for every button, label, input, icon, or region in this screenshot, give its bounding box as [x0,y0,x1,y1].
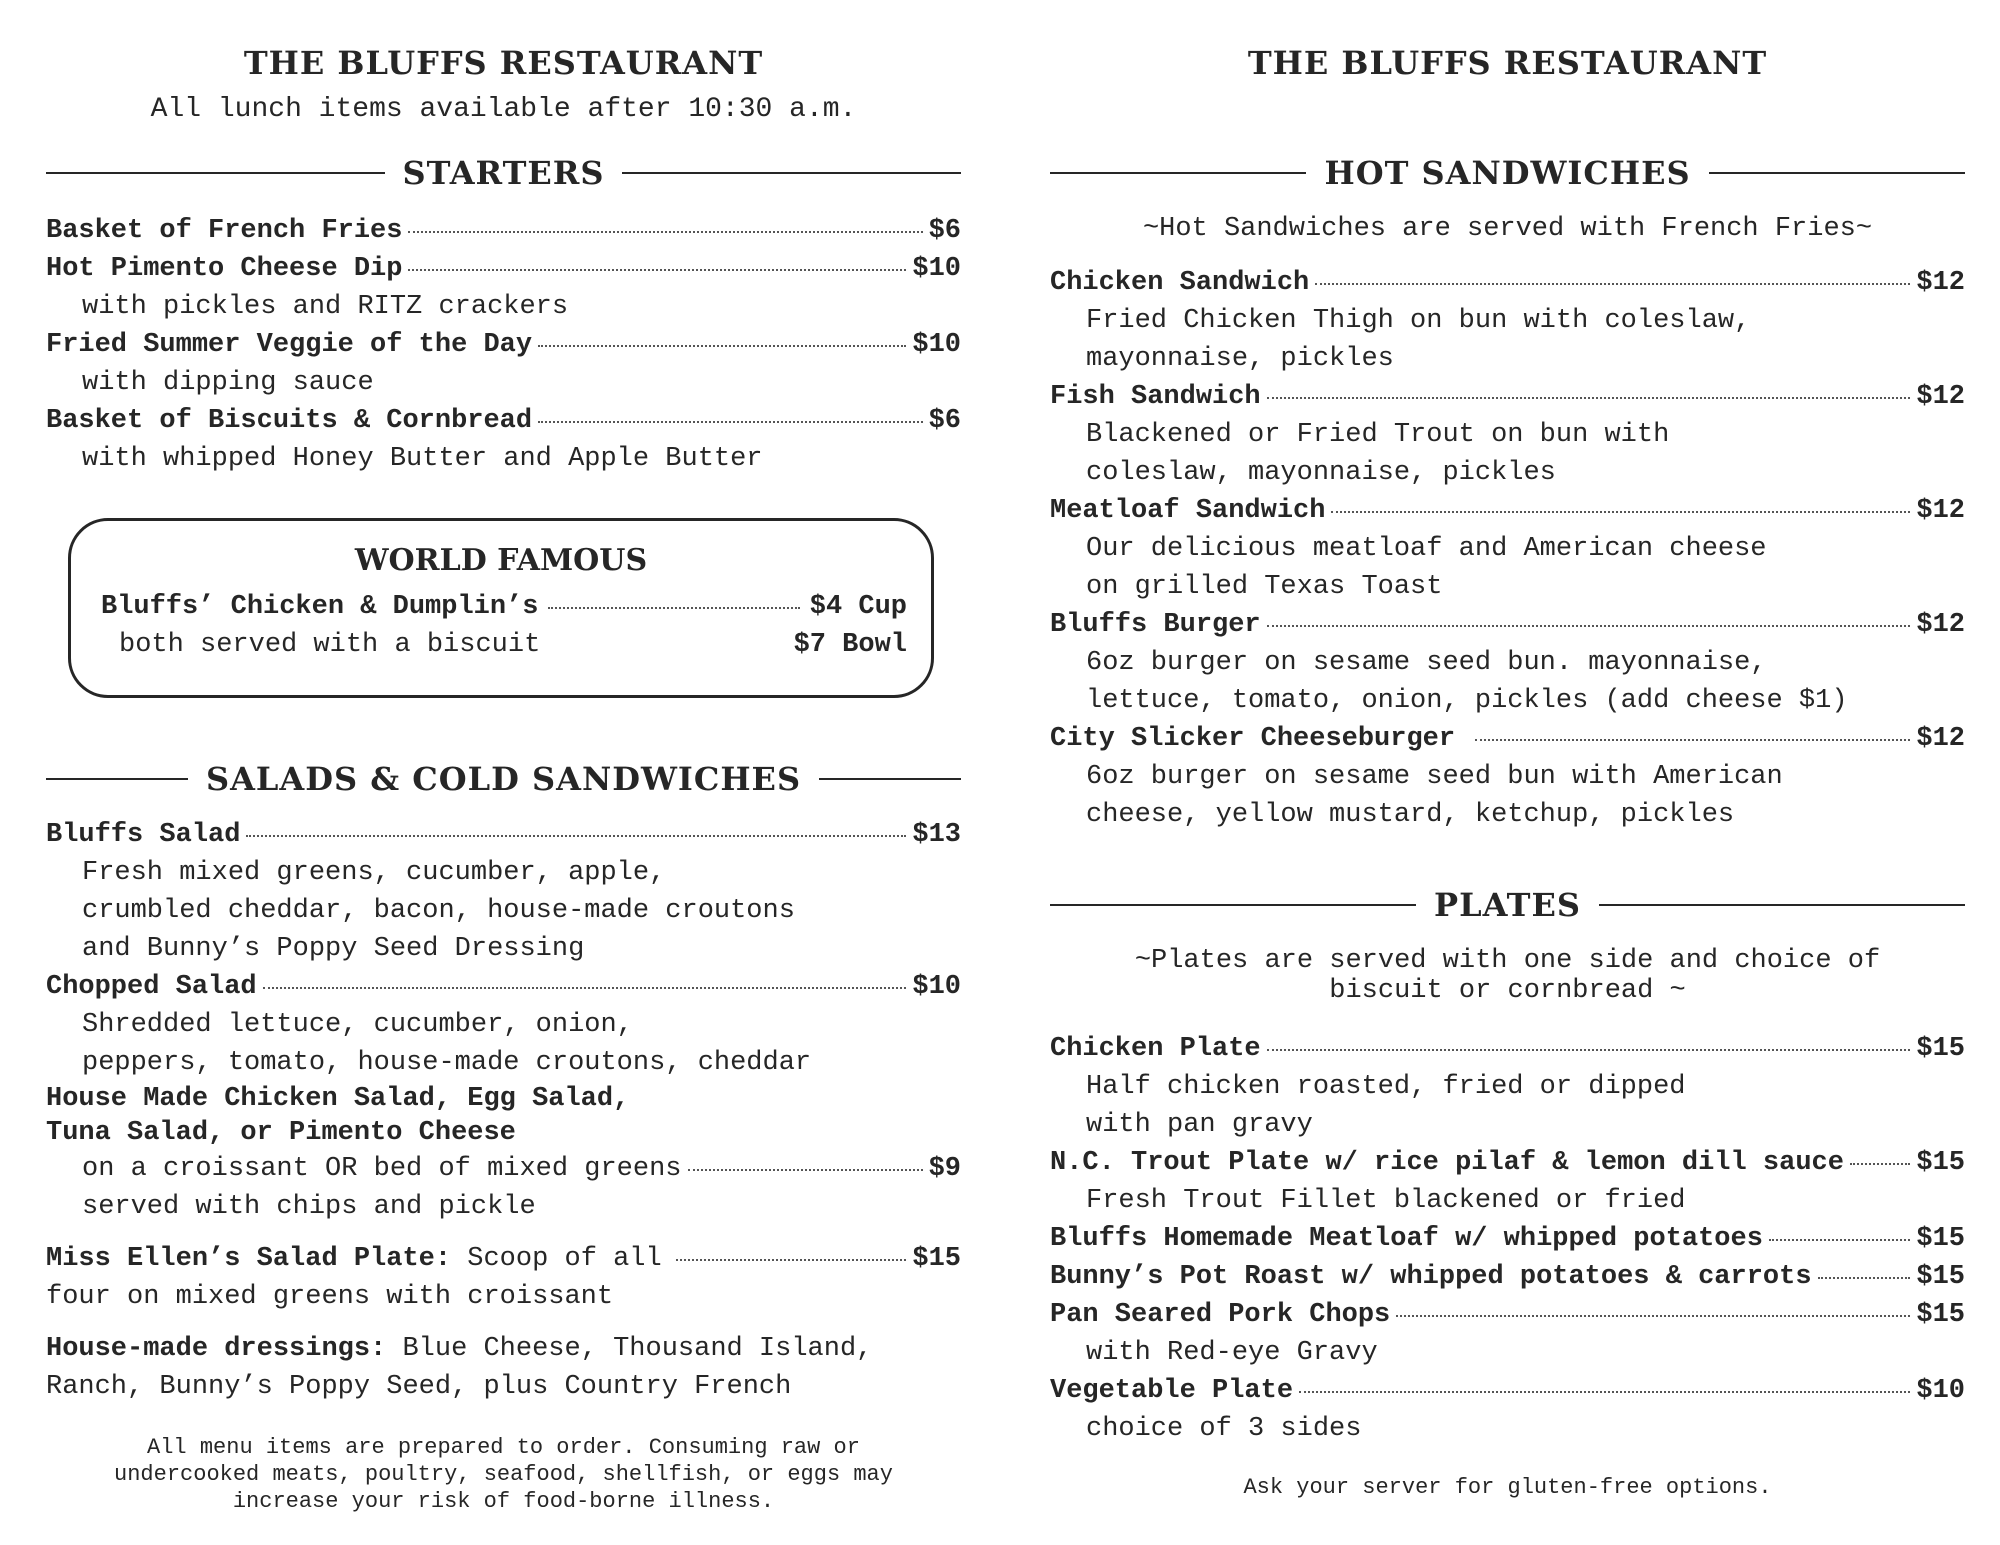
menu-item [1050,1030,1965,1068]
dot-leader [1267,1049,1911,1051]
menu-item [1050,1372,1965,1410]
item-description: both served with a biscuit [119,630,541,660]
item-name: Vegetable Plate [1050,1376,1294,1406]
dot-leader [538,345,906,347]
menu-item [46,212,961,250]
item-price: $10 [912,972,961,1002]
plates-list [1050,1030,1965,1448]
item-description: Fried Chicken Thigh on bun with coleslaw, mayonnaise, pickles [1086,306,1751,374]
menu-item [46,402,961,440]
menu-item [46,250,961,288]
menu-item-row [71,626,931,664]
food-safety-disclaimer: All menu items are prepared to order. Consuming raw or undercooked meats, poultry, seafood, shellfish, or eggs may increase your risk of food-borne illness. [114,1435,893,1514]
restaurant-title: THE BLUFFS RESTAURANT [1247,44,1768,82]
menu-item [1050,720,1965,758]
item-name: House Made Chicken Salad, Egg Salad, [46,1084,630,1114]
item-description: Our delicious meatloaf and American cheese on grilled Texas Toast [1086,534,1767,602]
item-description: Half chicken roasted, fried or dipped with pan gravy [1086,1072,1686,1140]
item-name: Bluffs Homemade Meatloaf w/ whipped potatoes [1050,1224,1763,1254]
item-name: Meatloaf Sandwich [1050,496,1326,526]
dot-leader [408,269,906,271]
item-description: Shredded lettuce, cucumber, onion, peppers, tomato, house-made croutons, cheddar [82,1010,812,1078]
item-price: $15 [1916,1034,1965,1064]
hot-sandwiches-note: ~Hot Sandwiches are served with French Fries~ [1142,214,1873,244]
dot-leader [1769,1239,1910,1241]
item-price: $15 [1916,1224,1965,1254]
item-price: $6 [928,406,961,436]
item-description: on a croissant OR bed of mixed greens [82,1154,682,1184]
item-name: Bluffs’ Chicken & Dumplin’s [101,592,539,622]
plates-heading: PLATES [1050,886,1965,924]
item-price: $10 [1916,1376,1965,1406]
dot-leader [1396,1315,1910,1317]
menu-item [1050,1296,1965,1334]
menu-item [1050,1258,1965,1296]
item-price: $9 [928,1154,961,1184]
item-name: Bluffs Salad [46,820,241,850]
dot-leader [1331,511,1910,513]
menu-item [71,588,931,626]
item-description: Fresh Trout Fillet blackened or fried [1086,1186,1686,1216]
dressings-label: House-made dressings: [46,1334,387,1364]
gluten-free-note: Ask your server for gluten-free options. [1243,1475,1772,1500]
item-name: Miss Ellen’s Salad Plate: [46,1244,452,1274]
item-description: Scoop of all [451,1244,662,1274]
dressings-text: Blue Cheese, Thousand Island, [386,1334,873,1364]
starters-list [46,212,961,478]
dressings-line [46,1330,961,1368]
item-name: Fish Sandwich [1050,382,1261,412]
item-description: with pickles and RITZ crackers [82,292,569,322]
item-name: Basket of French Fries [46,216,403,246]
menu-item [46,326,961,364]
item-description: four on mixed greens with croissant [46,1282,614,1312]
dot-leader [538,421,923,423]
item-name: Bluffs Burger [1050,610,1261,640]
dot-leader [1267,625,1911,627]
menu-item [1050,1144,1965,1182]
restaurant-title: THE BLUFFS RESTAURANT [243,44,764,82]
cup-price: $4 Cup [809,592,907,622]
bowl-price: $7 Bowl [793,630,907,660]
item-description: choice of 3 sides [1086,1414,1362,1444]
dot-leader [1850,1163,1910,1165]
item-price: $15 [1916,1300,1965,1330]
dressings-text: Ranch, Bunny’s Poppy Seed, plus Country French [46,1372,792,1402]
item-price: $13 [912,820,961,850]
item-price: $10 [912,254,961,284]
item-name: Chopped Salad [46,972,257,1002]
menu-item [1050,492,1965,530]
salads-heading: SALADS & COLD SANDWICHES [46,760,961,798]
menu-item [1050,264,1965,302]
world-famous-box [68,518,934,698]
item-description: with Red-eye Gravy [1086,1338,1378,1368]
item-price: $10 [912,330,961,360]
item-name: Hot Pimento Cheese Dip [46,254,403,284]
hot-sandwiches-list [1050,264,1965,834]
item-price: $15 [1916,1262,1965,1292]
dot-leader [688,1169,923,1171]
menu-item [1050,606,1965,644]
dot-leader [408,231,922,233]
item-price: $12 [1916,724,1965,754]
dot-leader [1818,1277,1911,1279]
dot-leader [548,607,799,609]
item-description: Fresh mixed greens, cucumber, apple, crumbled cheddar, bacon, house-made croutons and Bunny’s Poppy Seed Dressing [82,858,795,964]
item-name: N.C. Trout Plate w/ rice pilaf & lemon dill sauce [1050,1148,1844,1178]
starters-heading: STARTERS [46,154,961,192]
item-description: with dipping sauce [82,368,374,398]
item-name: Tuna Salad, or Pimento Cheese [46,1118,516,1148]
item-price: $12 [1916,382,1965,412]
dot-leader [1315,283,1910,285]
menu-item [46,816,961,854]
item-price: $12 [1916,610,1965,640]
item-name: Pan Seared Pork Chops [1050,1300,1391,1330]
item-price: $6 [928,216,961,246]
item-description: served with chips and pickle [82,1192,536,1222]
item-description: 6oz burger on sesame seed bun. mayonnaise, lettuce, tomato, onion, pickles (add cheese $1) [1086,648,1848,716]
dot-leader [1267,397,1911,399]
world-famous-heading: WORLD FAMOUS [354,543,648,578]
item-name: Chicken Plate [1050,1034,1261,1064]
item-name: City Slicker Cheeseburger [1050,724,1456,754]
dot-leader [1299,1391,1910,1393]
item-name: Basket of Biscuits & Cornbread [46,406,533,436]
dot-leader [263,987,907,989]
item-name: Fried Summer Veggie of the Day [46,330,533,360]
item-name: Bunny’s Pot Roast w/ whipped potatoes & carrots [1050,1262,1812,1292]
item-description: with whipped Honey Butter and Apple Butter [82,444,763,474]
item-description: 6oz burger on sesame seed bun with American cheese, yellow mustard, ketchup, pickles [1086,762,1783,830]
dot-leader [1475,739,1910,741]
item-price: $15 [1916,1148,1965,1178]
item-price: $12 [1916,496,1965,526]
menu-item [46,1240,961,1278]
menu-item [46,1150,961,1188]
item-name: Chicken Sandwich [1050,268,1310,298]
salads-list [46,816,961,1406]
menu-item [46,968,961,1006]
item-description: Blackened or Fried Trout on bun with coleslaw, mayonnaise, pickles [1086,420,1670,488]
item-price: $12 [1916,268,1965,298]
dot-leader [246,835,906,837]
item-price: $15 [912,1244,961,1274]
hot-sandwiches-heading: HOT SANDWICHES [1050,154,1965,192]
plates-note: ~Plates are served with one side and choice of biscuit or cornbread ~ [1134,946,1881,1006]
menu-item [1050,378,1965,416]
menu-item [1050,1220,1965,1258]
lunch-hours-note: All lunch items available after 10:30 a.m. [150,94,857,125]
dot-leader [676,1259,907,1261]
